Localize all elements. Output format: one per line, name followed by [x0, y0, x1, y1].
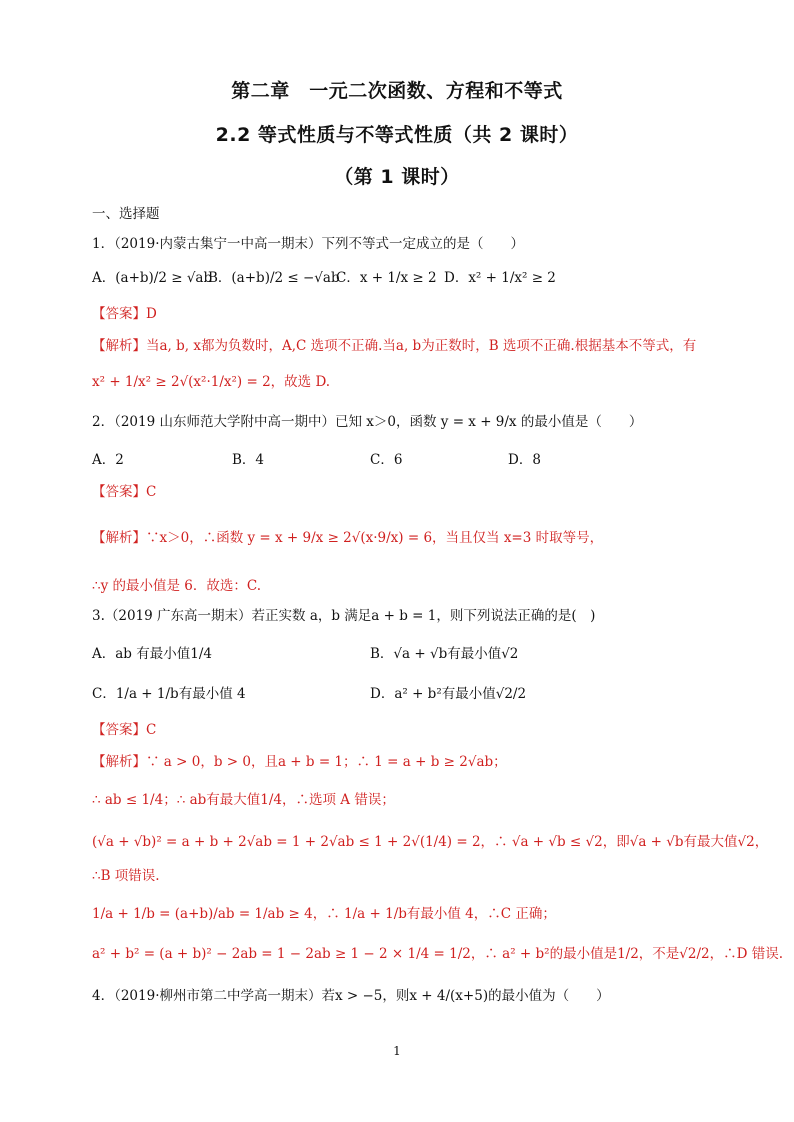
q3-analysis-line2: ∴ ab ≤ 1/4；∴ ab有最大值1/4，∴选项 A 错误； [92, 792, 395, 808]
page-number: 1 [393, 1044, 401, 1058]
q1-option-d: D．x² + 1/x² ≥ 2 [444, 270, 556, 286]
q3-analysis-line3: (√a + √b)² = a + b + 2√ab = 1 + 2√ab ≤ 1 + 2√(1/4) = 2，∴ √a + √b ≤ √2，即√a + √b有最大值√2， [92, 834, 769, 850]
q2-option-b: B．4 [232, 452, 265, 468]
q2-analysis-line2: ∴y 的最小值是 6．故选：C. [92, 578, 262, 594]
q2-option-a: A．2 [92, 452, 124, 468]
q3-analysis-line5: 1/a + 1/b = (a+b)/ab = 1/ab ≥ 4，∴ 1/a + 1/b有最小值 4，∴C 正确； [92, 906, 556, 922]
q3-option-b: B．√a + √b有最小值√2 [370, 646, 519, 662]
q2-option-c: C．6 [370, 452, 403, 468]
section-title: 2.2 等式性质与不等式性质（共 2 课时） [215, 124, 579, 146]
q2-stem: 2．（2019 山东师范大学附中高一期中）已知 x＞0，函数 y = x + 9/x 的最小值是（ ） [92, 414, 643, 430]
chapter-title: 第二章 一元二次函数、方程和不等式 [231, 80, 563, 102]
q3-option-d: D．a² + b²有最小值√2/2 [370, 686, 527, 702]
q1-option-b: B．(a+b)/2 ≤ −√ab [208, 270, 340, 286]
q2-answer: 【答案】C [92, 484, 157, 500]
q2-option-d: D．8 [508, 452, 541, 468]
q1-analysis-line2: x² + 1/x² ≥ 2√(x²·1/x²) = 2，故选 D. [92, 374, 331, 390]
q1-option-c: C．x + 1/x ≥ 2 [336, 270, 437, 286]
q3-analysis-line4: ∴B 项错误. [92, 868, 160, 884]
lesson-title: （第 1 课时） [334, 166, 460, 188]
q3-option-c: C．1/a + 1/b有最小值 4 [92, 686, 246, 702]
q3-analysis-line1: 【解析】∵ a > 0，b > 0，且a + b = 1；∴ 1 = a + b ≥ 2√ab； [92, 754, 507, 770]
part-label: 一、选择题 [92, 206, 160, 222]
q1-answer: 【答案】D [92, 306, 157, 322]
q1-stem: 1．（2019·内蒙古集宁一中高一期末）下列不等式一定成立的是（ ） [92, 236, 524, 252]
q3-analysis-line6: a² + b² = (a + b)² − 2ab = 1 − 2ab ≥ 1 − 2 × 1/4 = 1/2，∴ a² + b²的最小值是1/2，不是√2/2，∴D 错误. [92, 946, 784, 962]
q2-analysis-line1: 【解析】∵x＞0，∴函数 y = x + 9/x ≥ 2√(x·9/x) = 6，当且仅当 x=3 时取等号， [92, 530, 604, 546]
q1-analysis-line1: 【解析】当a, b, x都为负数时，A,C 选项不正确.当a, b为正数时，B 选项不正确.根据基本不等式，有 [92, 338, 697, 354]
q3-answer: 【答案】C [92, 722, 157, 738]
q3-stem: 3.（2019 广东高一期末）若正实数 a，b 满足a + b = 1，则下列说法正确的是( ) [92, 608, 596, 624]
q4-stem: 4．（2019·柳州市第二中学高一期末）若x > −5，则x + 4/(x+5)的最小值为（ ） [92, 988, 610, 1004]
q3-option-a: A．ab 有最小值1/4 [92, 646, 212, 662]
q1-option-a: A．(a+b)/2 ≥ √ab [92, 270, 213, 286]
